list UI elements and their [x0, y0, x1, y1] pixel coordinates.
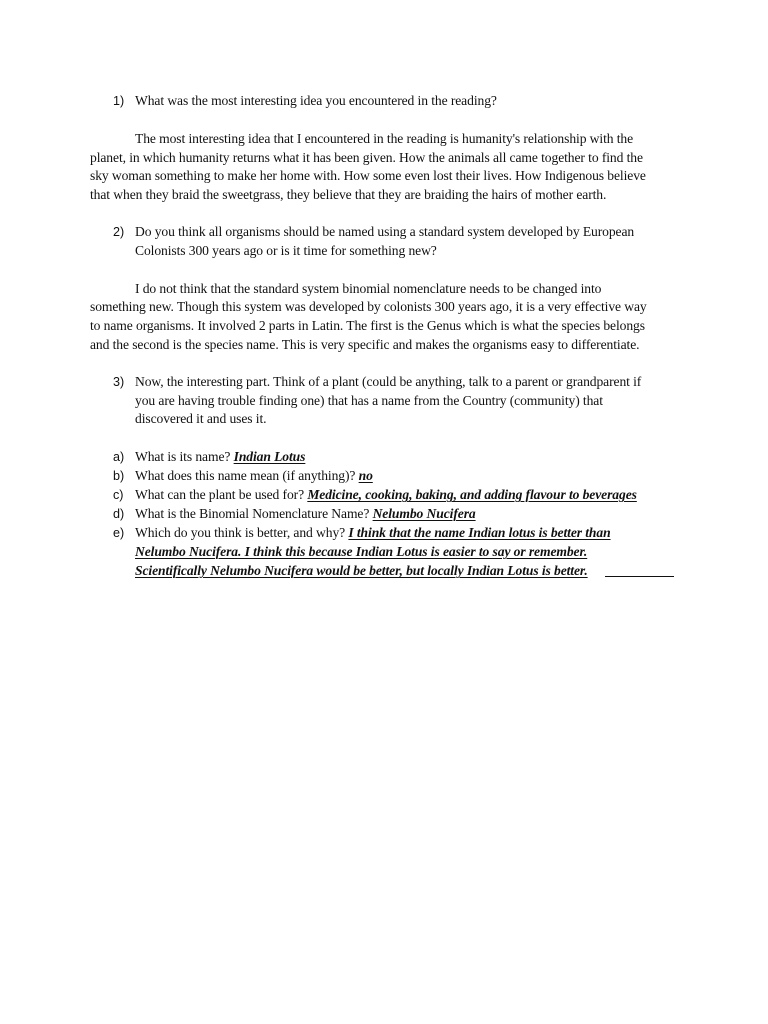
question-3-line: you are having trouble finding one) that has a name from the Country (community) that [135, 393, 603, 408]
subquestion-a-answer: Indian Lotus [233, 449, 306, 464]
question-3-number: 3) [113, 375, 125, 389]
subquestion-e-answer-line: Scientifically Nelumbo Nucifera would be better, but locally Indian Lotus is better. [135, 563, 588, 578]
subquestion-e-letter: e) [113, 526, 125, 540]
answer-2-line: to name organisms. It involved 2 parts in Latin. The first is the Genus which is what the species belongs [90, 318, 645, 333]
subquestion-a [135, 448, 305, 466]
answer-1-line: sky woman something to make her home with. How some even lost their lives. How Indigenous believe [90, 168, 646, 183]
subquestion-c-letter: c) [113, 488, 124, 502]
answer-2-line: and the second is the species name. This is very specific and makes the organisms easy to differentiate. [90, 337, 640, 352]
answer-blank-underline [605, 576, 674, 577]
question-3-line: discovered it and uses it. [135, 411, 267, 426]
subquestion-c-prompt: What can the plant be used for? [135, 487, 308, 502]
subquestion-d-letter: d) [113, 507, 125, 521]
subquestion-e-answer-line: I think that the name Indian lotus is better than [348, 525, 611, 540]
subquestion-e-continuation [135, 543, 587, 561]
question-2-line: Colonists 300 years ago or is it time for something new? [135, 243, 437, 258]
subquestion-c-answer: Medicine, cooking, baking, and adding flavour to beverages [307, 487, 637, 502]
subquestion-a-letter: a) [113, 450, 125, 464]
subquestion-c [135, 486, 637, 504]
question-1-number: 1) [113, 94, 125, 108]
answer-1-line: planet, in which humanity returns what it has been given. How the animals all came together to find the [90, 150, 643, 165]
subquestion-a-prompt: What is its name? [135, 449, 234, 464]
subquestion-e-answer-line: Nelumbo Nucifera. I think this because Indian Lotus is easier to say or remember. [135, 544, 588, 559]
subquestion-d-answer: Nelumbo Nucifera [372, 506, 476, 521]
answer-1-line: that when they braid the sweetgrass, they believe that they are braiding the hairs of mother earth. [90, 187, 607, 202]
question-3-line: Now, the interesting part. Think of a plant (could be anything, talk to a parent or grandparent if [135, 374, 642, 389]
answer-1-line: The most interesting idea that I encountered in the reading is humanity's relationship with the [135, 131, 634, 146]
subquestion-e-prompt: Which do you think is better, and why? [135, 525, 349, 540]
subquestion-e-continuation [135, 562, 588, 580]
subquestion-d-prompt: What is the Binomial Nomenclature Name? [135, 506, 373, 521]
subquestion-e [135, 524, 611, 542]
question-1-text: What was the most interesting idea you encountered in the reading? [135, 93, 497, 108]
answer-2-line: something new. Though this system was developed by colonists 300 years ago, it is a very effective way [90, 299, 647, 314]
subquestion-b-answer: no [358, 468, 373, 483]
subquestion-b-letter: b) [113, 469, 125, 483]
question-2-number: 2) [113, 225, 125, 239]
question-2-line: Do you think all organisms should be named using a standard system developed by European [135, 224, 635, 239]
subquestion-d [135, 505, 476, 523]
subquestion-b-prompt: What does this name mean (if anything)? [135, 468, 359, 483]
answer-2-line: I do not think that the standard system binomial nomenclature needs to be changed into [135, 281, 602, 296]
subquestion-b [135, 467, 373, 485]
